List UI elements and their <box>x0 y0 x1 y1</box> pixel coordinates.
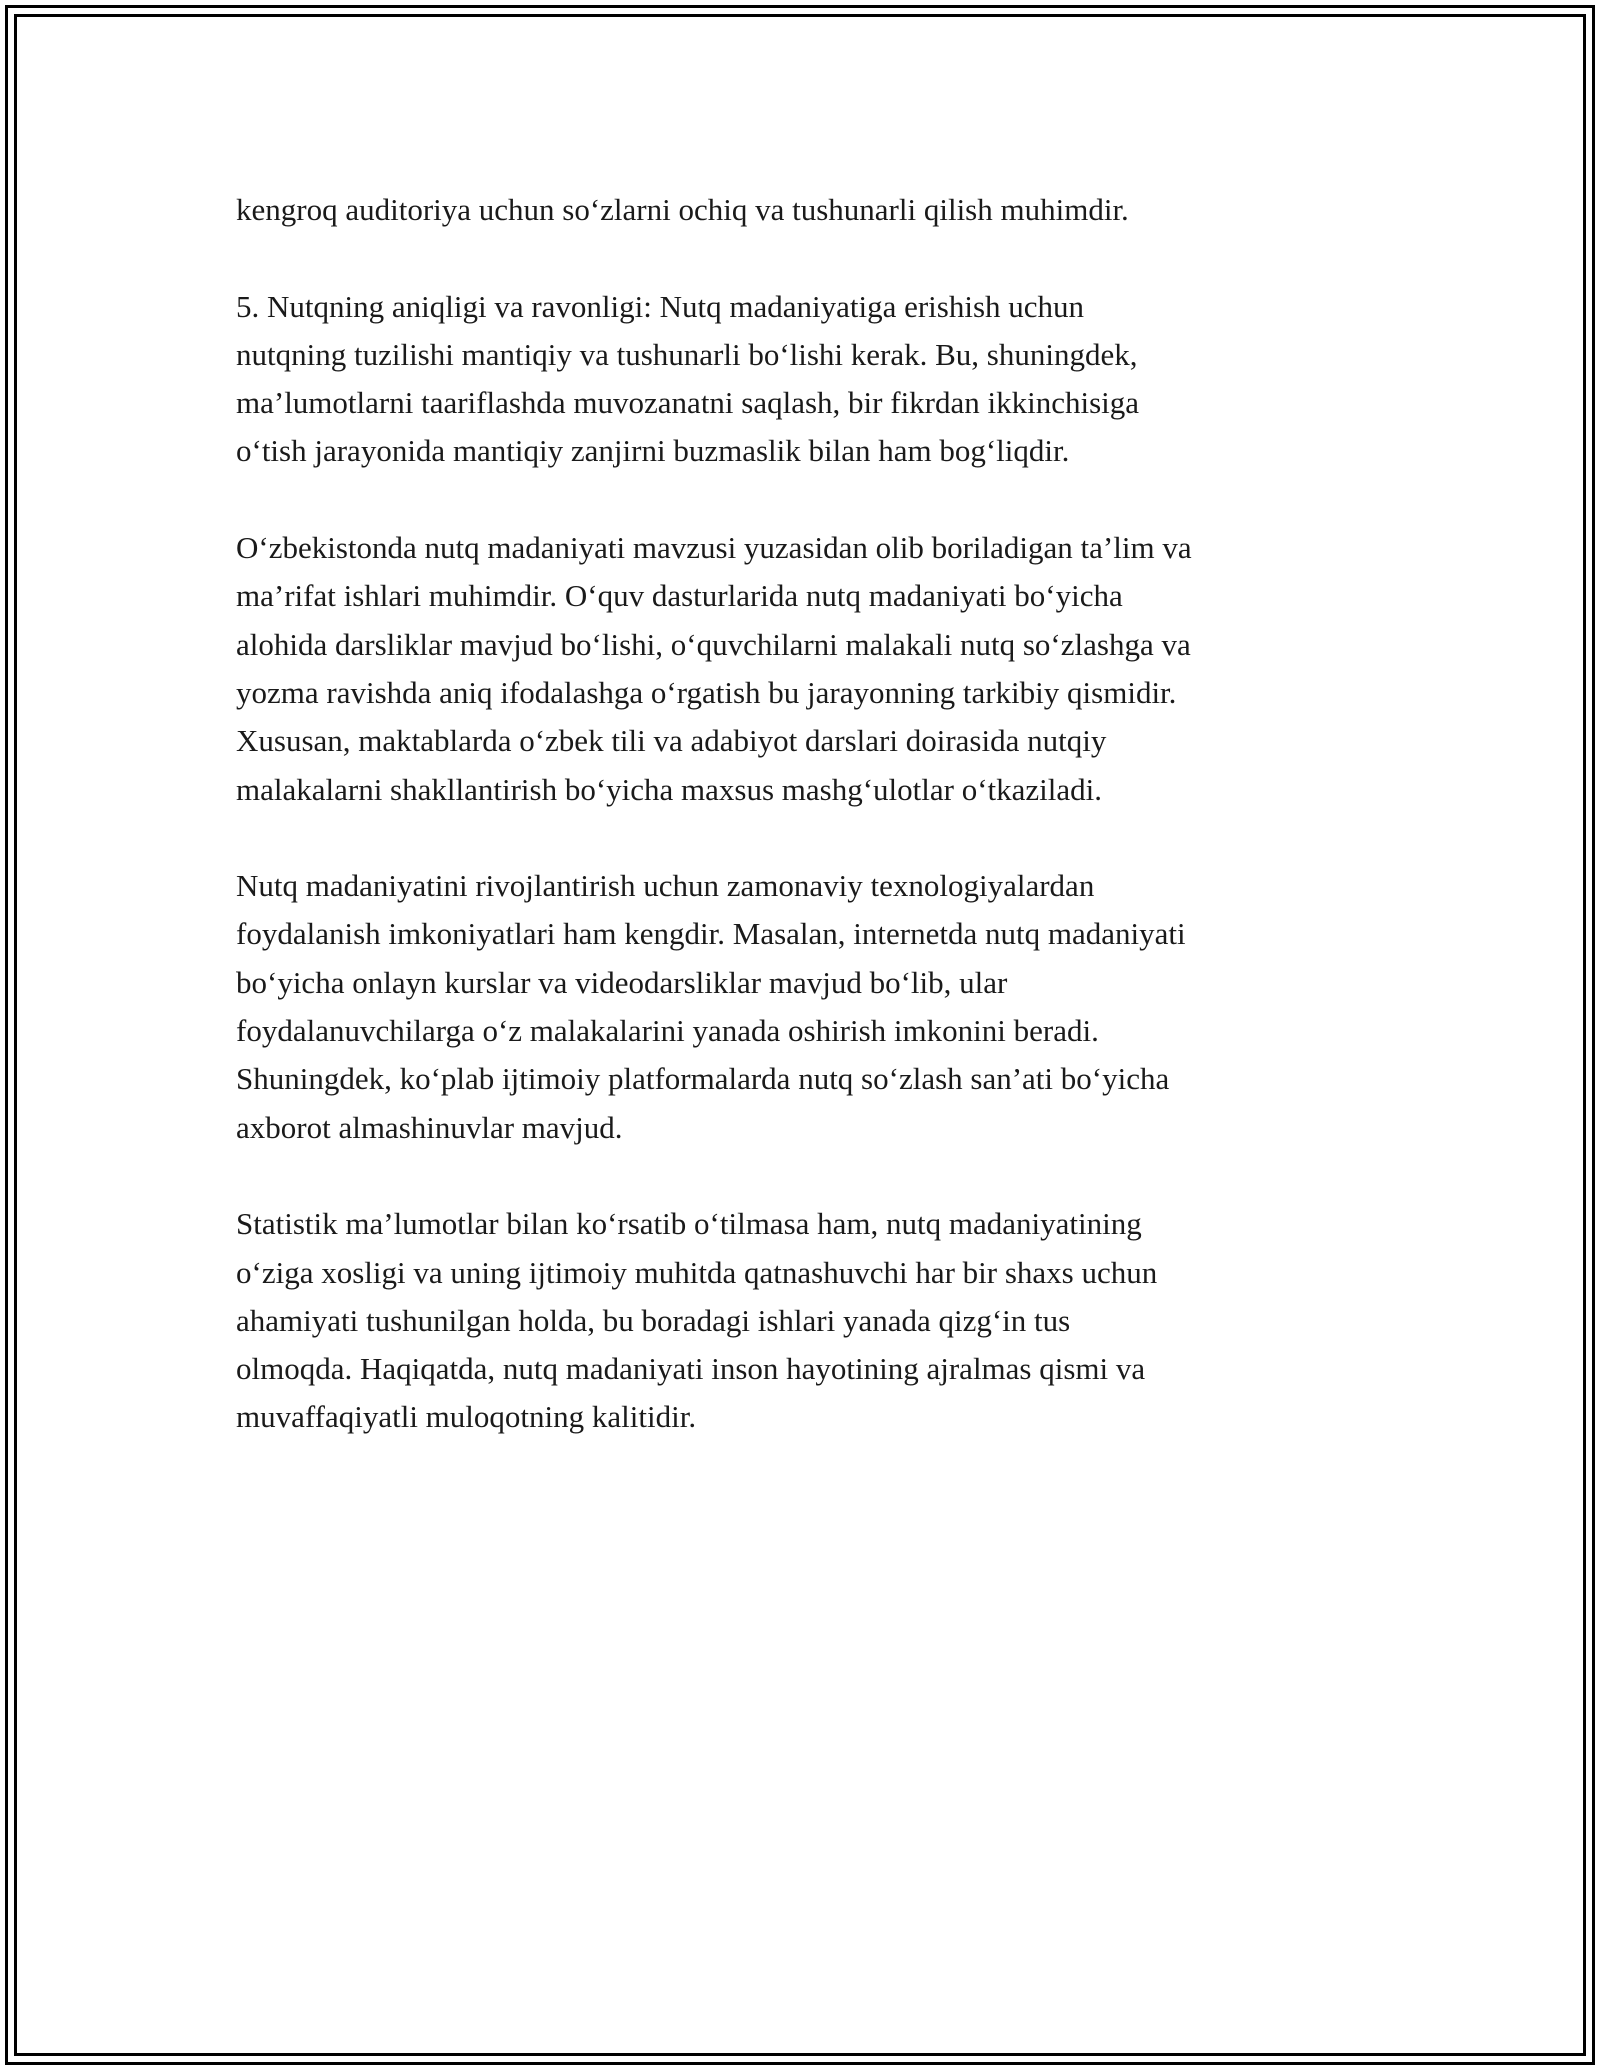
text-line: olmoqda. Haqiqatda, nutq madaniyati inson hayotining ajralmas qismi va <box>236 1351 1146 1387</box>
paragraph-4 <box>236 862 1376 1152</box>
text-line: bo‘yicha onlayn kurslar va videodarsliklar mavjud bo‘lib, ular <box>236 964 1008 1000</box>
text-line: nutqning tuzilishi mantiqiy va tushunarli bo‘lishi kerak. Bu, shuningdek, <box>236 336 1138 372</box>
text-line: 5. Nutqning aniqligi va ravonligi: Nutq madaniyatiga erishish uchun <box>236 288 1085 324</box>
text-line: kengroq auditoriya uchun so‘zlarni ochiq va tushunarli qilish muhimdir. <box>236 192 1129 227</box>
paragraph-3 <box>236 524 1376 814</box>
text-line: O‘zbekistonda nutq madaniyati mavzusi yuzasidan olib boriladigan ta’lim va <box>236 530 1192 566</box>
text-line: ahamiyati tushunilgan holda, bu boradagi ishlari yanada qizg‘in tus <box>236 1302 1071 1338</box>
text-line: o‘ziga xosligi va uning ijtimoiy muhitda qatnashuvchi har bir shaxs uchun <box>236 1254 1158 1290</box>
text-line: foydalanish imkoniyatlari ham kengdir. Masalan, internetda nutq madaniyati <box>236 916 1186 952</box>
text-line: alohida darsliklar mavjud bo‘lishi, o‘quvchilarni malakali nutq so‘zlashga va <box>236 626 1191 662</box>
text-line: axborot almashinuvlar mavjud. <box>236 1109 623 1145</box>
text-line: foydalanuvchilarga o‘z malakalarini yanada oshirish imkonini beradi. <box>236 1013 1099 1049</box>
text-line: malakalarni shakllantirish bo‘yicha maxsus mashg‘ulotlar o‘tkaziladi. <box>236 771 1103 807</box>
paragraph-1 <box>236 186 1376 234</box>
text-line: Shuningdek, ko‘plab ijtimoiy platformalarda nutq so‘zlash san’ati bo‘yicha <box>236 1061 1170 1097</box>
text-line: yozma ravishda aniq ifodalashga o‘rgatish bu jarayonning tarkibiy qismidir. <box>236 674 1177 710</box>
paragraph-2 <box>236 283 1376 476</box>
text-line: Xususan, maktablarda o‘zbek tili va adabiyot darslari doirasida nutqiy <box>236 723 1107 759</box>
text-line: o‘tish jarayonida mantiqiy zanjirni buzmaslik bilan ham bog‘liqdir. <box>236 433 1070 469</box>
text-line: Statistik ma’lumotlar bilan ko‘rsatib o‘tilmasa ham, nutq madaniyatining <box>236 1206 1142 1242</box>
text-line: Nutq madaniyatini rivojlantirish uchun zamonaviy texnologiyalardan <box>236 868 1095 904</box>
paragraph-5 <box>236 1200 1376 1441</box>
text-line: ma’rifat ishlari muhimdir. O‘quv dasturlarida nutq madaniyati bo‘yicha <box>236 578 1123 614</box>
text-line: ma’lumotlarni taariflashda muvozanatni saqlash, bir fikrdan ikkinchisiga <box>236 385 1140 421</box>
text-line: muvaffaqiyatli muloqotning kalitidir. <box>236 1399 697 1435</box>
document-body <box>236 186 1376 1490</box>
